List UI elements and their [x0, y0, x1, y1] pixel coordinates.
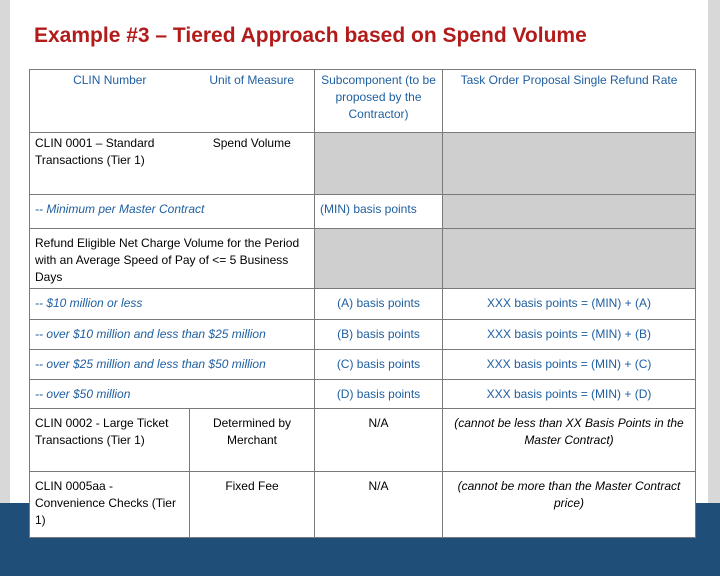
tier-row: [30, 289, 696, 320]
gray-cell: [315, 229, 443, 289]
spend-volume-label: Spend Volume: [190, 133, 315, 195]
clin-0002-unit: Determined by Merchant: [190, 409, 315, 472]
tier-subcomponent: (B) basis points: [315, 320, 443, 350]
refund-eligible-label: Refund Eligible Net Charge Volume for the Period with an Average Speed of Pay of <= 5 Business Days: [30, 229, 315, 289]
clin-0002-subcomponent: N/A: [315, 409, 443, 472]
gray-cell: [443, 133, 696, 195]
clin-0002-rate: (cannot be less than XX Basis Points in the Master Contract): [443, 409, 696, 472]
tier-row: [30, 350, 696, 380]
header-row: [30, 70, 696, 133]
tier-label: -- over $10 million and less than $25 million: [30, 320, 315, 350]
min-basis-points: (MIN) basis points: [315, 195, 443, 229]
clin-0001-label: CLIN 0001 – Standard Transactions (Tier 1): [30, 133, 190, 195]
clin-0005-unit: Fixed Fee: [190, 472, 315, 538]
clin-0005-label: CLIN 0005aa - Convenience Checks (Tier 1): [30, 472, 190, 538]
tier-rate: XXX basis points = (MIN) + (C): [443, 350, 696, 380]
header-unit-of-measure: Unit of Measure: [190, 70, 315, 133]
clin-0002-label: CLIN 0002 - Large Ticket Transactions (Tier 1): [30, 409, 190, 472]
clin-0005-row: [30, 472, 696, 538]
gray-cell: [443, 229, 696, 289]
gray-cell: [315, 133, 443, 195]
tier-rate: XXX basis points = (MIN) + (D): [443, 380, 696, 409]
tier-subcomponent: (C) basis points: [315, 350, 443, 380]
header-subcomponent: Subcomponent (to be proposed by the Contractor): [315, 70, 443, 133]
tier-rate: XXX basis points = (MIN) + (B): [443, 320, 696, 350]
tier-label: -- over $25 million and less than $50 million: [30, 350, 315, 380]
tier-row: [30, 320, 696, 350]
refund-eligible-row: [30, 229, 696, 289]
slide-title: Example #3 – Tiered Approach based on Spend Volume: [34, 24, 587, 47]
clin-0001-row: [30, 133, 696, 195]
header-clin-number: CLIN Number: [30, 70, 190, 133]
refund-table: [29, 69, 696, 538]
tier-subcomponent: (A) basis points: [315, 289, 443, 320]
minimum-label: -- Minimum per Master Contract: [30, 195, 315, 229]
clin-0005-subcomponent: N/A: [315, 472, 443, 538]
clin-0005-rate: (cannot be more than the Master Contract price): [443, 472, 696, 538]
tier-rate: XXX basis points = (MIN) + (A): [443, 289, 696, 320]
tier-subcomponent: (D) basis points: [315, 380, 443, 409]
gray-cell: [443, 195, 696, 229]
tier-row: [30, 380, 696, 409]
header-proposal-rate: Task Order Proposal Single Refund Rate: [443, 70, 696, 133]
tier-label: -- over $50 million: [30, 380, 315, 409]
minimum-row: [30, 195, 696, 229]
clin-0002-row: [30, 409, 696, 472]
tier-label: -- $10 million or less: [30, 289, 315, 320]
